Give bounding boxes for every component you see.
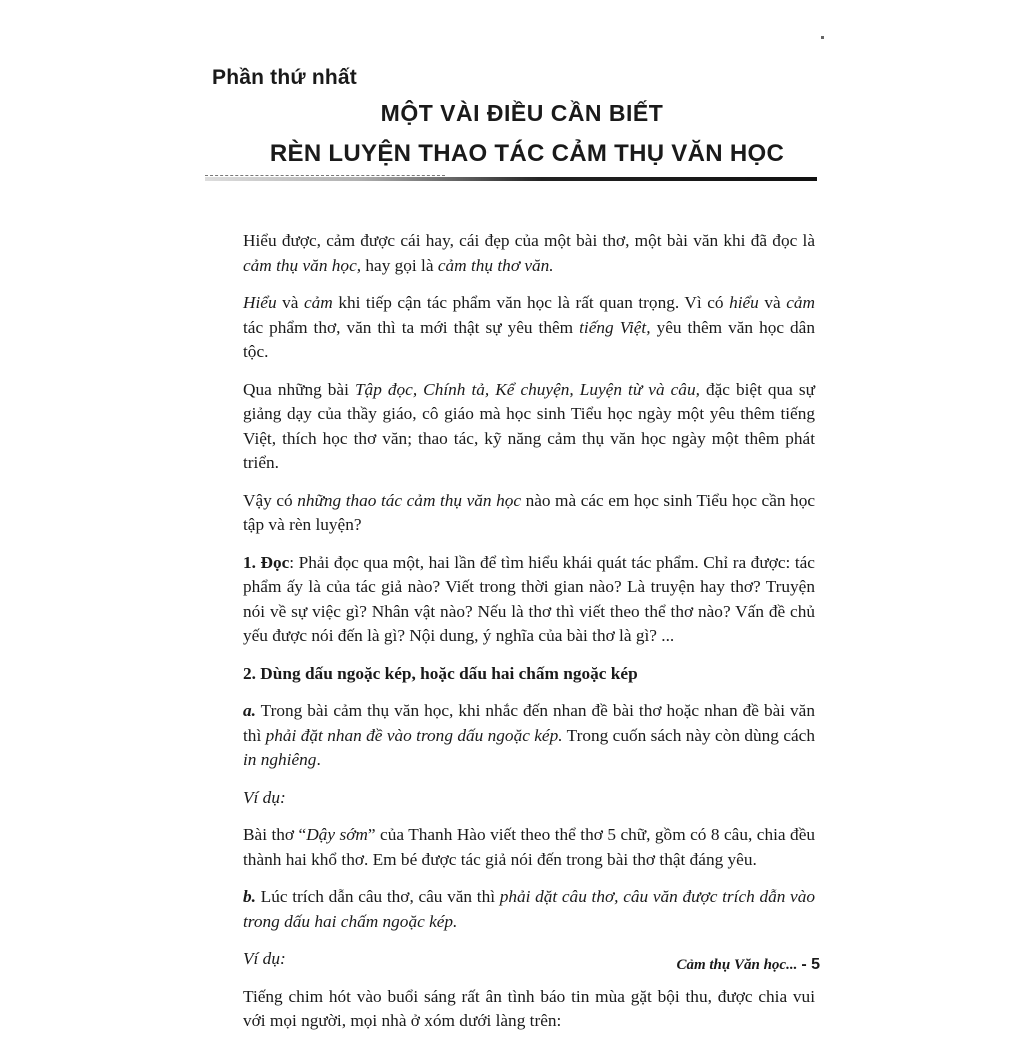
italic-term: phải đặt nhan đề vào trong dấu ngoặc kép.	[265, 725, 563, 745]
italic-term: in nghiêng	[243, 750, 317, 769]
paragraph-5	[243, 551, 815, 649]
page-footer	[676, 956, 820, 974]
italic-term: phải dặt câu thơ, câu văn được trích dẫn vào trong dấu hai chấm ngoặc kép.	[243, 887, 815, 931]
example-label: Ví dụ:	[243, 949, 286, 968]
poem-title: Dậy sớm	[306, 825, 368, 844]
section-heading-quotes: 2. Dùng dấu ngoặc kép, hoặc dấu hai chấm ngoặc kép	[243, 663, 638, 683]
italic-term: những thao tác cảm thụ văn học	[297, 490, 522, 510]
italic-term: tiếng Việt,	[579, 317, 651, 337]
part-label: Phần thứ nhất	[212, 66, 357, 89]
italic-term: hiểu	[729, 293, 759, 312]
text-run: tác phẩm thơ, văn thì ta mới thật sự yêu thêm	[243, 317, 580, 337]
footer-book-title: Cảm thụ Văn học...	[676, 957, 798, 973]
text-run: .	[316, 750, 321, 769]
scan-speck	[821, 36, 824, 39]
text-run: Qua những bài	[243, 379, 355, 399]
text-run: đặc biệt qua sự giảng dạy của thầy giáo, cô giáo mà học sinh Tiểu học ngày một yêu thêm tiếng Việt, thích học thơ văn; thao tác, kỹ năng cảm thụ văn học ngày một thêm phát triển.	[243, 379, 815, 472]
italic-term: Hiểu	[243, 293, 277, 312]
section-heading-read: 1. Đọc	[243, 552, 290, 572]
item-marker-a: a.	[243, 701, 256, 720]
paragraph-8	[243, 786, 815, 811]
text-run: hay gọi là	[361, 255, 438, 275]
item-marker-b: b.	[243, 887, 256, 906]
text-run: yêu thêm văn học dân tộc.	[243, 317, 815, 361]
text-run: : Phải đọc qua một, hai lần để tìm hiểu khái quát tác phẩm. Chỉ ra được: tác phẩm ấy là của tác giả nào? Viết trong thời gian nào? Là truyện hay thơ? Truyện nói về sự việc gì? Nhân vật nào? Nếu là thơ thì viết theo thể thơ nào? Vấn đề chủ yếu được nói đến là gì? Nội dung, ý nghĩa của bài thơ là gì? ...	[243, 552, 815, 645]
paragraph-6	[243, 662, 815, 687]
text-run: nào mà các em học sinh Tiểu học cần học tập và rèn luyện?	[243, 490, 815, 534]
paragraph-10	[243, 885, 815, 934]
italic-term: cảm thụ thơ văn.	[437, 255, 554, 275]
italic-term: cảm thụ văn học,	[243, 255, 362, 275]
page-title-line2: RÈN LUYỆN THAO TÁC CẢM THỤ VĂN HỌC	[269, 140, 785, 167]
text-run: Trong cuốn sách này còn dùng cách	[562, 725, 815, 745]
text-run: Vậy có	[243, 490, 298, 510]
paragraph-12	[243, 985, 815, 1034]
text-run: khi tiếp cận tác phẩm văn học là rất quan trọng. Vì có	[332, 293, 730, 312]
title-divider	[205, 177, 817, 181]
text-run: Bài thơ “	[243, 825, 307, 844]
body-text	[243, 229, 815, 1047]
paragraph-4	[243, 489, 815, 538]
text-run: và	[276, 293, 304, 312]
page-number: - 5	[801, 956, 820, 973]
text-run: Tiếng chim hót vào buổi sáng rất ân tình báo tin mùa gặt bội thu, được chia vui với mọi người, mọi nhà ở xóm dưới làng trên:	[243, 986, 815, 1030]
text-run: Hiểu được, cảm được cái hay, cái đẹp của một bài thơ, một bài văn khi đã đọc là	[243, 231, 815, 250]
italic-term: cảm	[786, 293, 816, 312]
paragraph-7	[243, 699, 815, 773]
page-title-line1: MỘT VÀI ĐIỀU CẦN BIẾT	[380, 100, 664, 126]
italic-term: Tập đọc, Chính tả, Kể chuyện, Luyện từ và câu,	[354, 379, 700, 399]
text-run: Trong bài cảm thụ văn học, khi nhắc đến nhan đề bài thơ hoặc nhan đề bài văn thì	[243, 701, 815, 745]
text-run: và	[758, 293, 787, 312]
paragraph-9	[243, 823, 815, 872]
text-run: Lúc trích dẫn câu thơ, câu văn thì	[255, 887, 500, 906]
paragraph-3	[243, 378, 815, 476]
paragraph-2	[243, 291, 815, 365]
italic-term: cảm	[303, 293, 333, 312]
example-label: Ví dụ:	[243, 787, 286, 807]
paragraph-1	[243, 229, 815, 278]
text-run: ” của Thanh Hào viết theo thể thơ 5 chữ, gồm có 8 câu, chia đều thành hai khổ thơ. Em bé được tác giả nói đến trong bài thơ thật đáng yêu.	[243, 825, 816, 869]
